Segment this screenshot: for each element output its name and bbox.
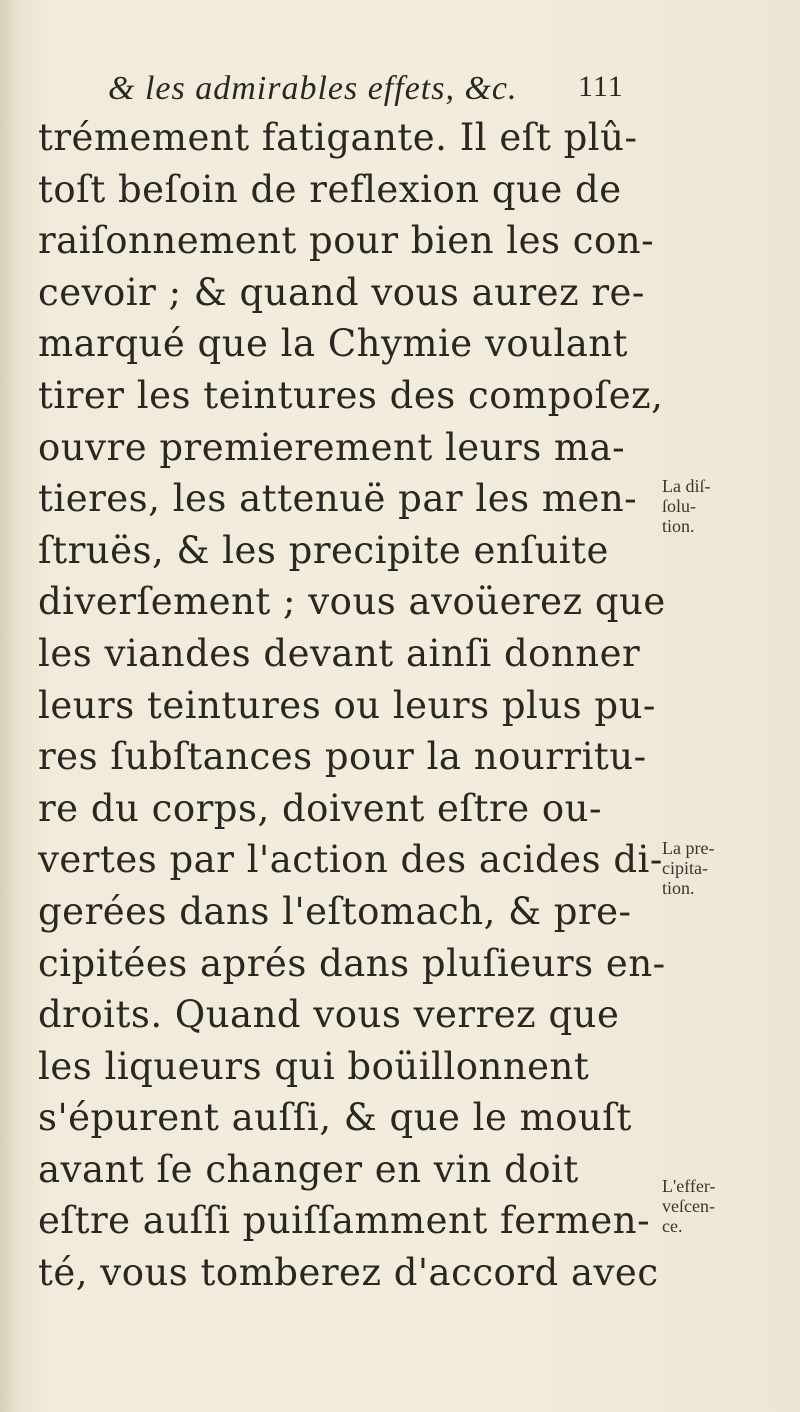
text-line: raiſonnement pour bien les con- (38, 219, 655, 263)
text-line: toſt beſoin de reflexion que de (38, 167, 622, 211)
margin-note-line: La pre- (662, 838, 715, 858)
text-line: cipitées aprés dans pluſieurs en- (38, 941, 666, 985)
page-number: 111 (578, 70, 624, 103)
text-line: marqué que la Chymie voulant (38, 322, 629, 366)
text-line: tirer les teintures des compoſez, (38, 373, 664, 417)
margin-note-line: tion. (662, 878, 695, 898)
text-line: s'épurent auſſi, & que le mouſt (38, 1096, 632, 1140)
body-text (38, 112, 666, 1299)
margin-note-line: veſcen- (662, 1196, 715, 1216)
margin-note-line: L'effer- (662, 1176, 716, 1196)
margin-note-line: La diſ- (662, 476, 711, 496)
text-line: leurs teintures ou leurs plus pu- (38, 683, 656, 727)
text-line: trémement fatigante. Il eſt plû- (38, 116, 638, 159)
text-line: res ſubſtances pour la nourritu- (38, 735, 647, 779)
text-line: cevoir ; & quand vous aurez re- (38, 270, 645, 314)
margin-note-effervescence (662, 1176, 792, 1236)
text-line: vertes par l'action des acides di- (38, 838, 663, 882)
margin-note-line: ſolu- (662, 496, 696, 516)
text-line: avant ſe changer en vin doit (38, 1147, 579, 1191)
margin-note-line: ce. (662, 1216, 683, 1236)
text-line: droits. Quand vous verrez que (38, 993, 620, 1037)
text-line: diverſement ; vous avoüerez que (38, 580, 666, 624)
text-line: eſtre auſſi puiſſamment fermen- (38, 1199, 651, 1243)
margin-note-dissolution (662, 476, 792, 536)
text-line: ouvre premierement leurs ma- (38, 425, 626, 469)
text-line: re du corps, doivent eſtre ou- (38, 786, 602, 830)
running-title: & les admirables effets, &c. (108, 70, 518, 107)
margin-note-line: cipita- (662, 858, 708, 878)
text-line: té, vous tomberez d'accord avec (38, 1251, 659, 1295)
text-line: tieres, les attenuë par les men- (38, 477, 638, 521)
text-line: les viandes devant ainſi donner (38, 631, 641, 675)
text-line: gerées dans l'eſtomach, & pre- (38, 889, 632, 933)
text-line: les liqueurs qui boüillonnent (38, 1044, 590, 1088)
text-line: ſtruës, & les precipite enſuite (38, 528, 609, 572)
margin-note-precipitation (662, 838, 792, 898)
margin-note-line: tion. (662, 516, 695, 536)
page-gutter (0, 0, 18, 1412)
